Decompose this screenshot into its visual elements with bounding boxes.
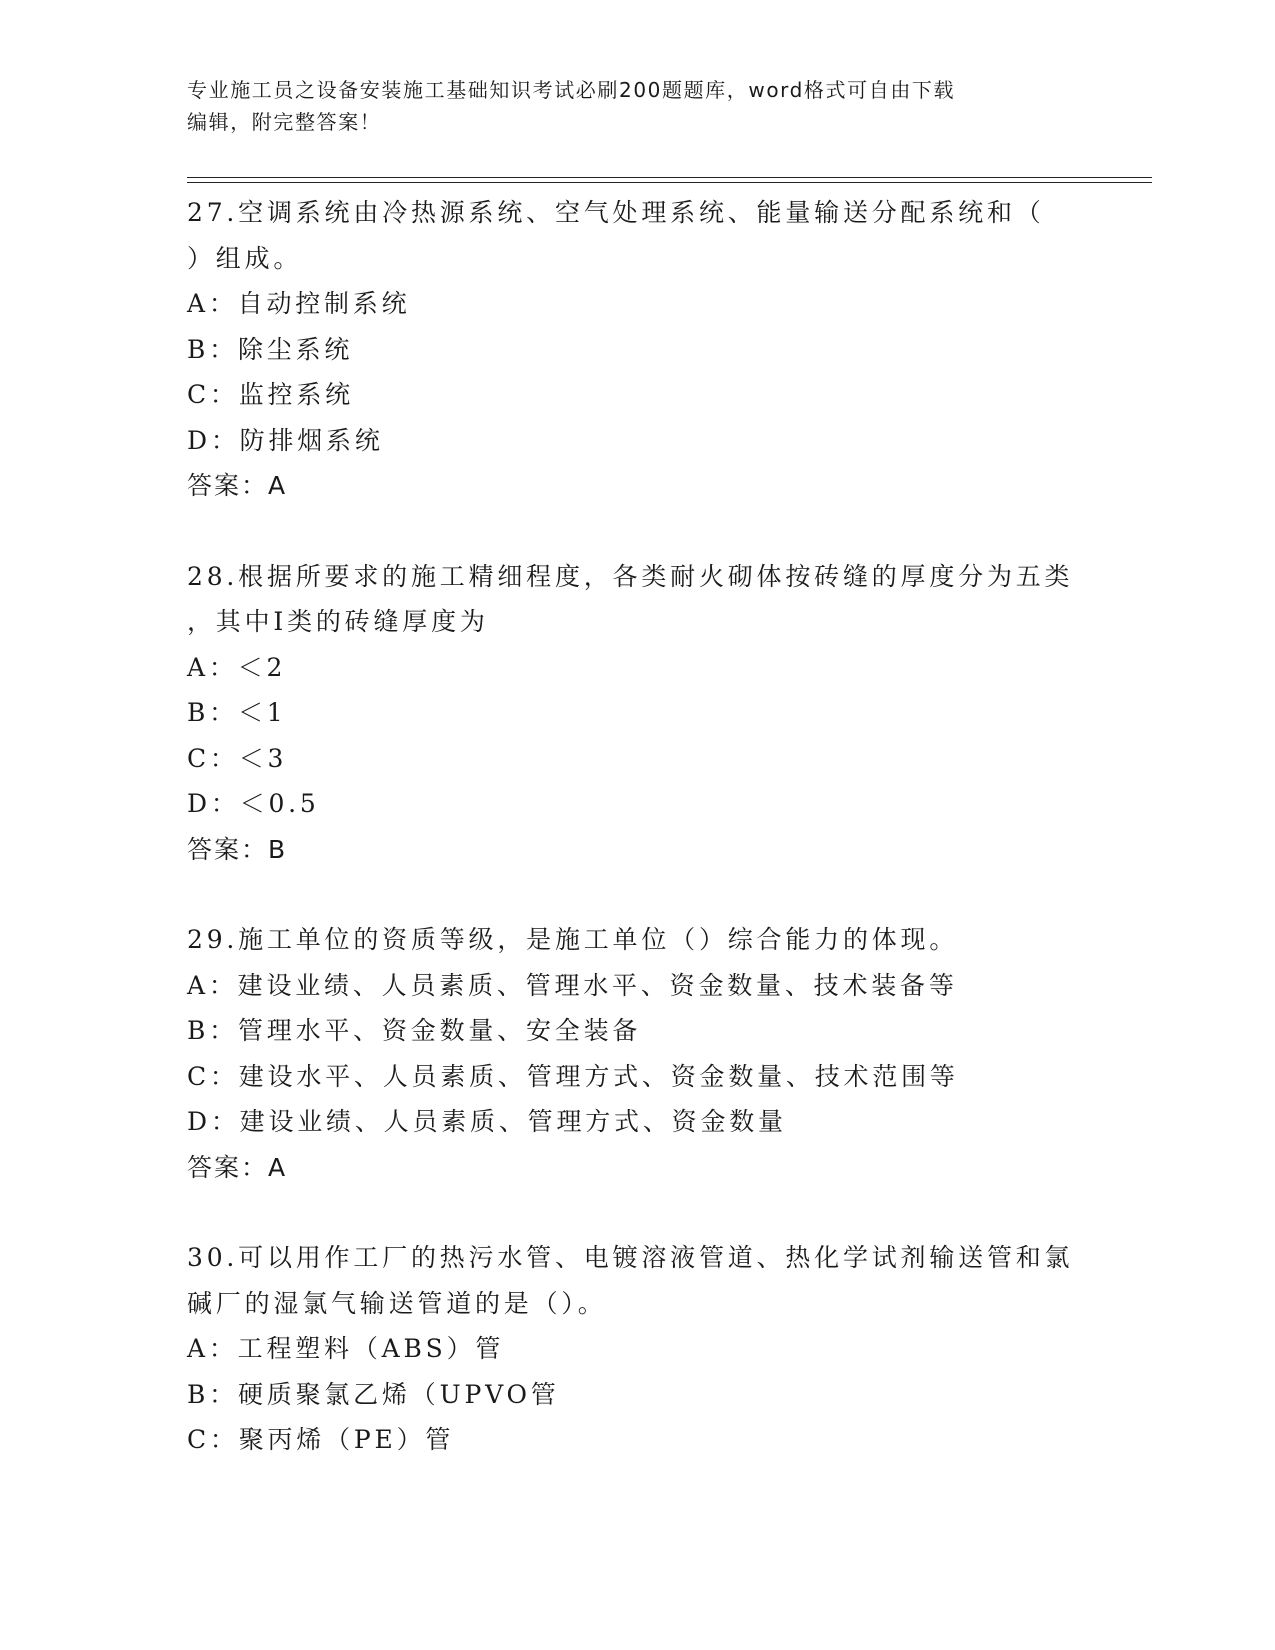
question-30	[187, 1235, 1087, 1463]
question-29	[187, 917, 1087, 1190]
answer-line: 答案：B	[187, 834, 288, 864]
option-b: B：除尘系统	[187, 334, 354, 364]
document-header	[187, 74, 1087, 138]
option-d: D：防排烟系统	[187, 425, 384, 455]
question-stem-line: 碱厂的湿氯气输送管道的是（）。	[187, 1288, 607, 1318]
option-c: C：聚丙烯（PE）管	[187, 1425, 455, 1454]
question-stem-line: 28.根据所要求的施工精细程度，各类耐火砌体按砖缝的厚度分为五类	[187, 561, 1074, 591]
question-stem-line: 27.空调系统由冷热源系统、空气处理系统、能量输送分配系统和（	[187, 198, 1045, 227]
answer-line: 答案：A	[187, 1152, 288, 1182]
answer-line: 答案：A	[187, 471, 288, 500]
header-divider-top	[187, 177, 1152, 178]
option-c: C：监控系统	[187, 380, 354, 409]
option-c: C：＜3	[187, 743, 288, 773]
option-a: A：自动控制系统	[187, 289, 411, 318]
header-line-1: 专业施工员之设备安装施工基础知识考试必刷200题题库，word格式可自由下载	[187, 78, 956, 102]
question-stem-line: ，其中Ⅰ类的砖缝厚度为	[187, 607, 489, 636]
question-stem-line: 30.可以用作工厂的热污水管、电镀溶液管道、热化学试剂输送管和氯	[187, 1243, 1074, 1272]
option-c: C：建设水平、人员素质、管理方式、资金数量、技术范围等	[187, 1061, 959, 1091]
question-27	[187, 190, 1087, 509]
option-d: D：＜0.5	[187, 789, 320, 818]
question-stem-line: 29.施工单位的资质等级，是施工单位（）综合能力的体现。	[187, 925, 959, 954]
option-b: B：硬质聚氯乙烯（UPVO管	[187, 1379, 560, 1409]
header-line-2: 编辑，附完整答案！	[187, 110, 382, 134]
option-a: A：建设业绩、人员素质、管理水平、资金数量、技术装备等	[187, 970, 958, 1000]
option-b: B：＜1	[187, 698, 287, 727]
option-a: A：＜2	[187, 652, 287, 682]
option-a: A：工程塑料（ABS）管	[187, 1334, 505, 1363]
question-28	[187, 554, 1087, 873]
option-d: D：建设业绩、人员素质、管理方式、资金数量	[187, 1107, 787, 1136]
question-list	[187, 190, 1087, 1508]
question-stem-line: ）组成。	[187, 243, 303, 273]
header-divider-bottom	[187, 182, 1152, 183]
option-b: B：管理水平、资金数量、安全装备	[187, 1016, 642, 1045]
